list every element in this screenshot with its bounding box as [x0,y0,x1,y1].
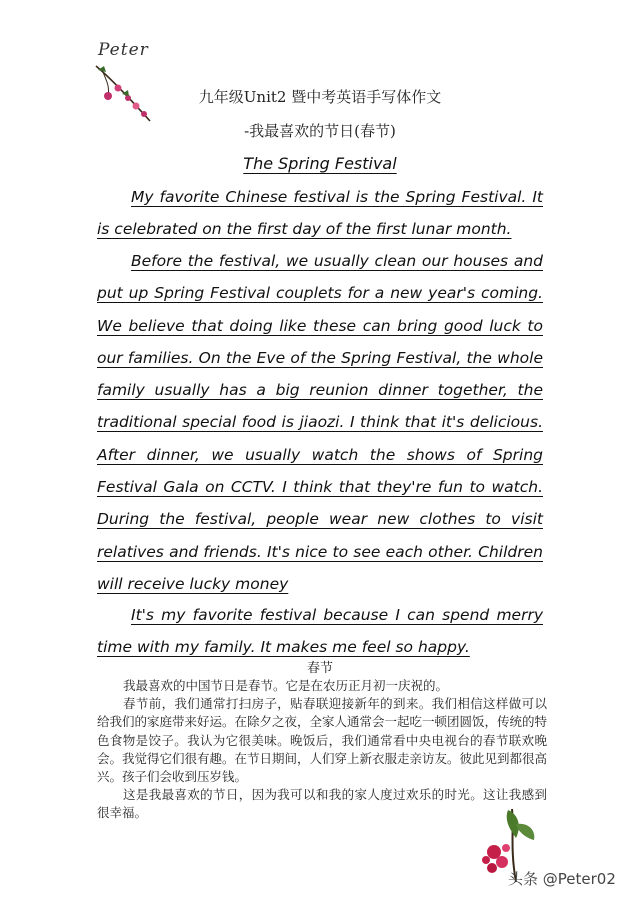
essay-paragraph-3: It's my favorite festival because I can spend merry time with my family. It makes me feel so happy. [97,606,543,657]
translation-paragraph-3: 这是我最喜欢的节日，因为我可以和我的家人度过欢乐的时光。这让我感到很幸福。 [97,787,547,821]
essay-paragraph-2: Before the festival, we usually clean our houses and put up Spring Festival couplets for a new year's coming. We believe that doing like these can bring good luck to our families. On the Eve of the Spring Festival, the whole family usually has a big reunion dinner together, the traditional special food is jiaozi. I think that it's delicious. After dinner, we usually watch the shows of Spring Festival Gala on CCTV. I think that they're fun to watch. During the festival, people wear new clothes to visit relatives and friends. It's nice to see each other. Children will receive lucky money [97,252,543,593]
page-subtitle: -我最喜欢的节日(春节) [244,122,396,140]
logo-text: Peter [98,40,149,60]
translation-paragraph-2: 春节前，我们通常打扫房子，贴春联迎接新年的到来。我们相信这样做可以给我们的家庭带来好运。在除夕之夜，全家人通常会一起吃一顿团圆饭，传统的特色食物是饺子。我认为它很美味。晚饭后，我们通常看中央电视台的春节联欢晚会。我觉得它们很有趣。在节日期间，人们穿上新衣服走亲访友。彼此见到都很高兴。孩子们会收到压岁钱。 [97,696,548,785]
watermark: 头条 @Peter02 [508,870,616,888]
translation-paragraph-1: 我最喜欢的中国节日是春节。它是在农历正月初一庆祝的。 [123,678,449,693]
translation-title: 春节 [306,661,333,676]
essay-paragraph-1: My favorite Chinese festival is the Spring Festival. It is celebrated on the first day of the first lunar month. [97,188,543,239]
page-title: 九年级Unit2 暨中考英语手写体作文 [198,88,442,106]
essay-title: The Spring Festival [243,154,397,173]
translation-body [97,677,547,823]
